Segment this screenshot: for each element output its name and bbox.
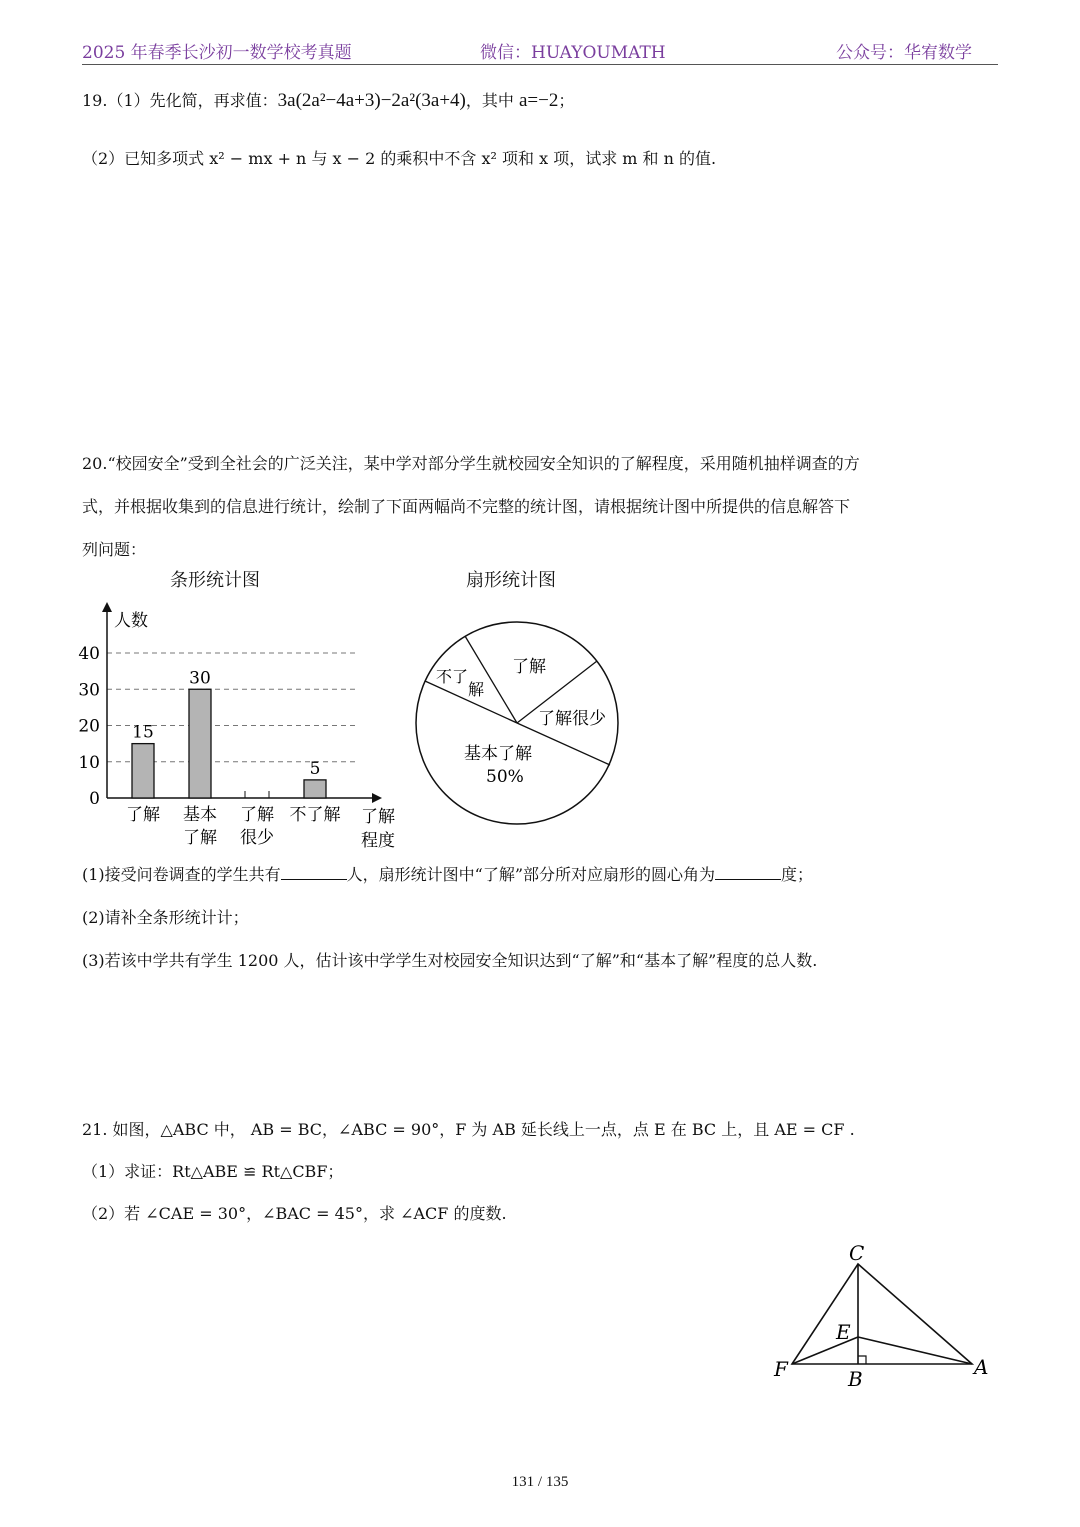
triangle-fca	[792, 1264, 972, 1364]
pie-chart	[408, 614, 630, 836]
q19-part1-end: ；	[558, 91, 575, 110]
answer-blank-angle[interactable]	[715, 865, 781, 880]
header-left: 2025 年春季长沙初一数学校考真题	[82, 43, 352, 63]
pie-label-basic: 基本了解	[464, 744, 532, 764]
q20-intro-line1: 20.“校园安全”受到全社会的广泛关注，某中学对部分学生就校园安全知识的了解程度，采用随机抽样调查的方	[82, 454, 860, 473]
y-axis-arrow	[102, 602, 112, 612]
q21-part2: （2）若 ∠CAE = 30°，∠BAC = 45°，求 ∠ACF 的度数.	[82, 1204, 507, 1223]
bar-2	[189, 689, 211, 798]
label-a: A	[974, 1355, 989, 1379]
q19-part1	[82, 88, 574, 112]
y-tick-label-20: 20	[78, 716, 100, 737]
q20-sub3: (3)若该中学共有学生 1200 人，估计该中学学生对校园安全知识达到“了解”和“基本了解”程度的总人数.	[82, 951, 818, 970]
q19-expression: 3a(2a²−4a+3)−2a²(3a+4)	[277, 90, 466, 111]
q20-sub1	[82, 862, 813, 885]
q20-sub1-part-a: (1)接受问卷调查的学生共有	[82, 865, 281, 884]
q20-intro-line2: 式，并根据收集到的信息进行统计，绘制了下面两幅尚不完整的统计图，请根据统计图中所提供的信息解答下	[82, 497, 851, 516]
q20-sub1-part-c: 度；	[781, 865, 814, 884]
q20-sub2: (2)请补全条形统计计；	[82, 908, 249, 927]
y-tick-label-0: 0	[89, 789, 100, 809]
header-rule	[82, 64, 998, 65]
pie-label-understand: 了解	[512, 657, 546, 677]
answer-blank-total[interactable]	[281, 865, 347, 880]
category-label-2-line1: 基本	[183, 805, 217, 825]
pie-label-none-line2: 解	[468, 680, 485, 699]
right-angle-mark	[858, 1356, 866, 1364]
y-tick-label-10: 10	[78, 752, 100, 773]
label-c: C	[849, 1241, 865, 1265]
bar-1	[132, 744, 154, 798]
header-center: 微信：HUAYOUMATH	[480, 43, 666, 63]
pie-chart-title: 扇形统计图	[466, 570, 556, 591]
pie-label-little: 了解很少	[538, 709, 606, 729]
page-number: 131 / 135	[511, 1474, 569, 1490]
category-label-4-line1: 不了解	[289, 805, 341, 825]
x-axis-label-line1: 了解	[361, 807, 395, 827]
label-f: F	[774, 1357, 788, 1381]
q19-part1-mid: ，其中	[465, 91, 514, 110]
x-axis-label-line2: 程度	[361, 831, 395, 851]
q19-part1-lead: 19.（1）先化简，再求值：	[82, 91, 278, 110]
label-e: E	[836, 1320, 851, 1344]
q21-part1: （1）求证：Rt△ABE ≌ Rt△CBF；	[82, 1162, 344, 1181]
category-label-3-line1: 了解	[240, 805, 274, 825]
q19-condition: a=−2	[518, 90, 559, 111]
label-b: B	[848, 1367, 863, 1391]
category-label-3-line2: 很少	[240, 828, 274, 848]
pie-label-basic-percent: 50%	[486, 767, 524, 787]
q21-stem: 21. 如图，△ABC 中， AB = BC，∠ABC = 90°，F 为 AB 延长线上一点，点 E 在 BC 上，且 AE = CF .	[82, 1120, 855, 1139]
y-axis-label: 人数	[114, 611, 148, 631]
bar-chart-title: 条形统计图	[170, 570, 260, 591]
bar-value-label-4: 5	[309, 758, 321, 779]
segment-ea	[858, 1337, 972, 1364]
bar-value-label-1: 15	[132, 722, 154, 743]
bar-4	[304, 780, 326, 798]
pie-label-none-line1: 不了	[436, 667, 469, 686]
bar-value-label-2: 30	[189, 668, 211, 689]
bar-chart	[70, 598, 410, 860]
triangle-figure	[766, 1236, 1000, 1396]
y-tick-label-40: 40	[78, 644, 100, 664]
x-axis-arrow	[372, 793, 382, 803]
q20-intro-line3: 列问题：	[82, 540, 147, 559]
q20-sub1-part-b: 人，扇形统计图中“了解”部分所对应扇形的圆心角为	[346, 865, 716, 884]
q19-part2: （2）已知多项式 x² − mx + n 与 x − 2 的乘积中不含 x² 项和 x 项，试求 m 和 n 的值.	[82, 149, 717, 168]
category-label-2-line2: 了解	[183, 828, 217, 848]
category-label-1-line1: 了解	[126, 805, 160, 825]
y-tick-label-30: 30	[78, 680, 100, 701]
header-right: 公众号：华宥数学	[836, 43, 972, 63]
